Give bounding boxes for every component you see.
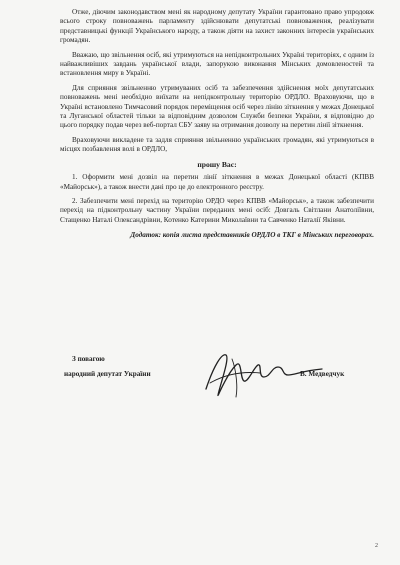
- signatory-name: В. Медведчук: [300, 370, 345, 378]
- closing-phrase: З повагою: [72, 355, 105, 363]
- paragraph-4: Враховуючи викладене та задля сприяння звільненню українських громадян, які утримуються в місцях позбавлення волі в ОРДЛО,: [60, 135, 374, 154]
- request-heading: прошу Вас:: [197, 159, 237, 169]
- addendum-note: Додаток: копія листа представників ОРДЛО в ТКГ в Мінських переговорах.: [130, 231, 374, 240]
- request-item-2: 2. Забезпечити мені перехід на територію ОРДО через КПВВ «Майорськ», а також забезпечити перехід на підконтрольну частину України переданих мені осіб: Довгаль Світлани Анатоліївни, Стащенко Наталі Олександрівни, Котенко Катерини Миколаївни та Савченко Наталії Яківни.: [60, 196, 374, 224]
- paragraph-2: Вважаю, що звільнення осіб, які утримуються на непідконтрольних Україні територіях, є одним із найважливіших завдань української влади, запорукою виконання Мінських домовленостей та встановлення миру в Україні.: [60, 50, 374, 78]
- request-item-1: 1. Оформити мені дозвіл на перетин лінії зіткнення в межах Донецької області (КПВВ «Майорськ»), а також внести дані про це до електронного реєстру.: [60, 173, 374, 191]
- paragraph-3: Для сприяння звільненню утримуваних осіб та забезпечення здійснення моїх депутатських повноважень мені необхідно виїхати на непідконтрольну територію ОРДЛО. Враховуючи, що в Україні встановлено Тимчасовий порядок переміщення осіб через лінію зіткнення у межах Донецької та Луганської областей тільки за відповідним дозволом Служби безпеки України, я відповідно до цього порядку подав через веб-портал СБУ заяву на отримання дозволу на перетин лінії зіткнення.: [60, 83, 374, 130]
- paragraph-1: Отже, діючим законодавством мені як народному депутату України гарантовано право упродовж всього строку повноважень парламенту здійснювати депутатські повноваження, реалізувати представницькі функції Українського народу, а також діяти на захист законних інтересів українських громадян.: [60, 8, 374, 45]
- page-number: 2: [375, 542, 378, 549]
- closing-block: [64, 355, 151, 386]
- signatory-title: народний депутат України: [64, 370, 151, 379]
